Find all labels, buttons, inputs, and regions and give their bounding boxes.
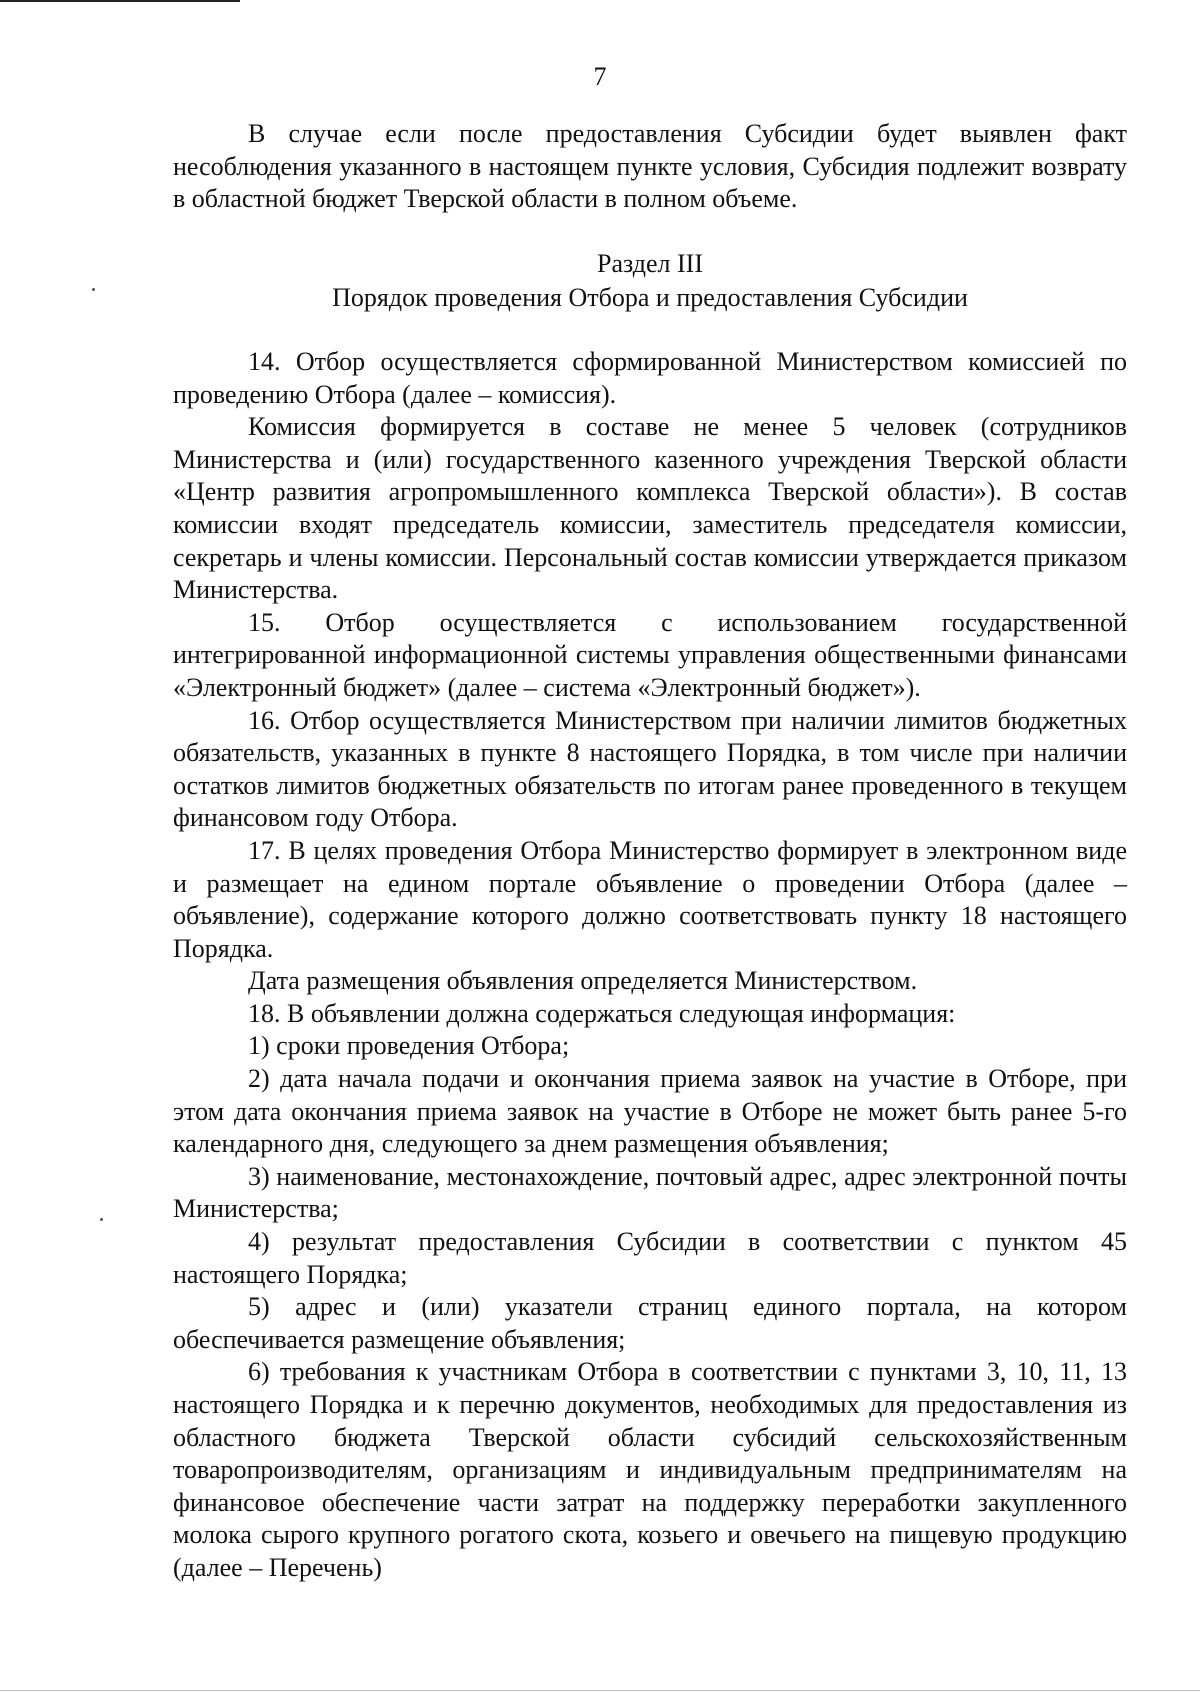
- intro-block: [173, 118, 1127, 216]
- paragraph-18: 18. В объявлении должна содержаться следующая информация:: [248, 998, 956, 1028]
- intro-paragraph: В случае если после предоставления Субсидии будет выявлен факт несоблюдения указанного в настоящем пункте условия, Субсидия подлежит возврату в областной бюджет Тверской области в полном объеме.: [173, 119, 1127, 214]
- paragraph-14: 14. Отбор осуществляется сформированной Министерством комиссией по проведению Отбора (далее – комиссия).: [173, 347, 1127, 409]
- scan-bottom-edge: [0, 1690, 1200, 1691]
- scan-speck: [100, 1218, 103, 1221]
- list-item-6: 6) требования к участникам Отбора в соответствии с пунктами 3, 10, 11, 13 настоящего Порядка и к перечню документов, необходимых для предоставления из областного бюджета Тверской области субсидий сельскохозяйственным товаропроизводителям, организациям и индивидуальным предпринимателям на финансовое обеспечение части затрат на поддержку переработки закупленного молока сырого крупного рогатого скота, козьего и овечьего на пищевую продукцию (далее – Перечень): [173, 1357, 1127, 1582]
- section-title: Порядок проведения Отбора и предоставления Субсидии: [332, 283, 968, 312]
- paragraph-15: 15. Отбор осуществляется с использованием государственной интегрированной информационной системы управления общественными финансами «Электронный бюджет» (далее – система «Электронный бюджет»).: [173, 607, 1127, 702]
- body-text: [173, 346, 1127, 1585]
- paragraph-date: Дата размещения объявления определяется Министерством.: [248, 966, 918, 996]
- list-item-3: 3) наименование, местонахождение, почтовый адрес, адрес электронной почты Министерства;: [173, 1161, 1127, 1224]
- scan-speck: [92, 288, 95, 291]
- list-item-2: 2) дата начала подачи и окончания приема заявок на участие в Отборе, при этом дата окончания приема заявок на участие в Отборе не может быть ранее 5-го календарного дня, следующего за днем размещения объявления;: [173, 1064, 1127, 1159]
- section-label: Раздел III: [596, 249, 704, 278]
- list-item-1: 1) сроки проведения Отбора;: [248, 1031, 570, 1061]
- scan-edge-line: [0, 0, 240, 2]
- list-item-5: 5) адрес и (или) указатели страниц единого портала, на котором обеспечивается размещение объявления;: [173, 1292, 1127, 1354]
- paragraph-16: 16. Отбор осуществляется Министерством при наличии лимитов бюджетных обязательств, указанных в пункте 8 настоящего Порядка, в том числе при наличии остатков лимитов бюджетных обязательств по итогам ранее проведенного в текущем финансовом году Отбора.: [173, 705, 1127, 833]
- page-number: 7: [593, 62, 607, 91]
- paragraph-17: 17. В целях проведения Отбора Министерство формирует в электронном виде и размещает на едином портале объявление о проведении Отбора (далее – объявление), содержание которого должно соответствовать пункту 18 настоящего Порядка.: [173, 835, 1127, 963]
- paragraph-commission: Комиссия формируется в составе не менее 5 человек (сотрудников Министерства и (или) государственного казенного учреждения Тверской области «Центр развития агропромышленного комплекса Тверской области»). В состав комиссии входят председатель комиссии, заместитель председателя комиссии, секретарь и члены комиссии. Персональный состав комиссии утверждается приказом Министерства.: [173, 412, 1127, 605]
- list-item-4: 4) результат предоставления Субсидии в соответствии с пунктом 45 настоящего Порядка;: [173, 1227, 1127, 1289]
